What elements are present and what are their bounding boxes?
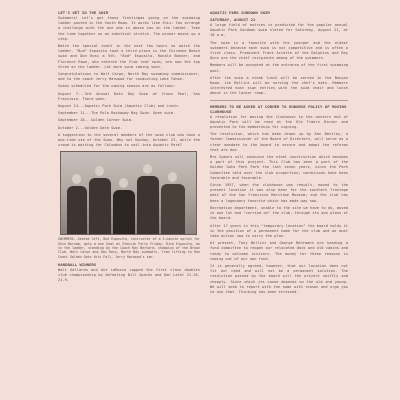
sundown-headline: AQUATIC PARK SUNDOWN SWIM — [210, 10, 270, 15]
clubhouse-paragraph: It is generally agreed, however, that our location does not fit our need and will not be a permanent solution. The resolution passed by the board will the project swiftly and cheaply. Since which its cause depends on the old and young. We will seek to report with the same with reason and urge you to ask that. Thinking has been stressed. — [210, 263, 348, 294]
sundown-date: SATURDAY, AUGUST 21 — [210, 17, 256, 22]
schedule-item: October 2...Golden Gate Swim. — [58, 125, 123, 130]
swim-paragraph: Swimmers! Let's get those fishtingas going on the swimming ladder posted in the South Room. It works like this: You arrange a challenge with the one who is above you on the ladder. Take the time together as an identical stretch. The winner moves up a step. — [58, 16, 200, 41]
clubhouse-paragraph: Since 1957, when the clubhouse was rebuilt, moved to the present location it was also been for the southern frontage west of the San Francisco Maritime Museum; and the club has been a legendary favorite which has made way now. — [210, 183, 348, 203]
right-column — [210, 8, 348, 297]
clubhouse-headline: MEMBERS TO BE ASKED AT CORNER TO ENDORSE POLICY OF MOVING CLUBHOUSE — [210, 103, 347, 114]
schedule-item: August 7...3rd Annual Bats Day Swim at Crown Pool, San Francisco. Thera ween. — [58, 91, 200, 101]
clubhouse-paragraph: Recreation department, unable to the site we have to do, moved to one lot and "carried on" the club, through its own plans of the board. — [210, 205, 348, 221]
swim-paragraph: Congratulations to Walt Carpe, North Bay swimming commissioner, and to the coach Jerry Harwood for conducting Lake Tahoe. — [58, 72, 200, 82]
swim-paragraph: Swims scheduled for the coming season are as follows: — [58, 84, 176, 89]
handball-paragraph: Walt Gallardo and Ace LaRocco copped the first class doubles club championship by defeating Bill Sparks and Dan Lafal 21-16, 21-9. — [58, 267, 200, 283]
swim-headline: LET'S GET IN THE SWIM — [58, 10, 109, 15]
sundown-paragraph: After the swim a steak lunch will be served in the Banyan Room. Jim Bellini will be serving the chef's eats. Members interested must sign entries with the swim chair and lunch about in the locker room. — [210, 75, 348, 96]
sundown-paragraph: The swim is a favorite with the younger and the oldest swimmers because each swim is not competitive and is often a first class. Prominent Frank Ariette of the Dolphins and Ray Dunn are the chief recipients among of the swimmers. — [210, 40, 348, 61]
swim-paragraph: A suggestion to the several members of the swim club who have a one-time use of the Swan. Why not Sunday, October 23, while the crowd is waiting for Columbus to sail into Aquatic Park? — [58, 132, 200, 148]
clubhouse-paragraph: At present, Tony Bellini and George Behrmann are heading a fund committee to reopen our relocated dock and old cabins and ready to welcome visitors. The money for these reasons is coming out of our own fund. — [210, 241, 348, 261]
clubhouse-paragraph: Mrs Spears will announce the steel construction which becomes a part of this project. This Club has been a part of the Golden Gate Park Park the last seven years, since the Park Committee held over the club properties; conditions have been favorable and favorable. — [210, 155, 348, 180]
clubhouse-paragraph: After 17 years in this "temporary location" the board holds it in the position of a permanent home for the club and we must take action now to carry the plan. — [210, 223, 348, 238]
schedule-item: September 18...Golden Corner Swim. — [58, 118, 134, 123]
swim-paragraph: Watch the special event in the next few hours so watch the ladder. "Bud" Esposito took a third place in the Chiranne Beach swim and Don Ross a 5th. "Bud" Esposito, Ronald Bonner, and Florence Rowe, who entered the Club leaf swim, are now the top three on the ladder. Lot more swim coming soon. — [58, 44, 200, 69]
left-column — [58, 8, 200, 286]
sundown-paragraph: Members will be accepted at the entrance of the first swimming pool. — [210, 63, 348, 73]
section-divider — [210, 100, 348, 101]
schedule-item: September 11...The Polo Rockaway Bay Swim. Open swim. — [58, 111, 176, 116]
handball-headline: HANDBALL WINNERS — [58, 261, 97, 267]
clubhouse-paragraph: The resolution, which has been drawn up by Ken Bentley, a former Commissioner of the Board of Directors, will serve as a clear mandate to the board to secure and adopt the reforms that are due. — [210, 132, 348, 152]
swimmers-photo — [60, 151, 197, 235]
photo-caption: SWIMMERS--Seated left, Bud Esposito, instructor of a 3-minute sprint for Shin Bernam, gets a one Seat at Stenzik Forty Friday. Rick Esposito, an in the ladder, standing by the Coach Ray Bernard, champion of the Brown Club. Walt Carpe and Don Ross, North Bay swimmers, from lifting to Ken Coast Golden Gate this Fall, Jerry Harwood's son. — [58, 237, 200, 259]
schedule-item: August 14...Aquatic Park Swim (Aquatic Club) and Lunch. — [58, 104, 180, 109]
sundown-paragraph: A large field of entries is predicted for the popular annual Aquatic Park Sundown swim slated for Saturday, August 21, at 10 a.m. — [210, 23, 348, 38]
clubhouse-paragraph: A resolution for moving the clubhouse to the western end of Aquatic Park will be read at the Old Timers Dinner and presented to the membership for signing. — [210, 114, 348, 130]
